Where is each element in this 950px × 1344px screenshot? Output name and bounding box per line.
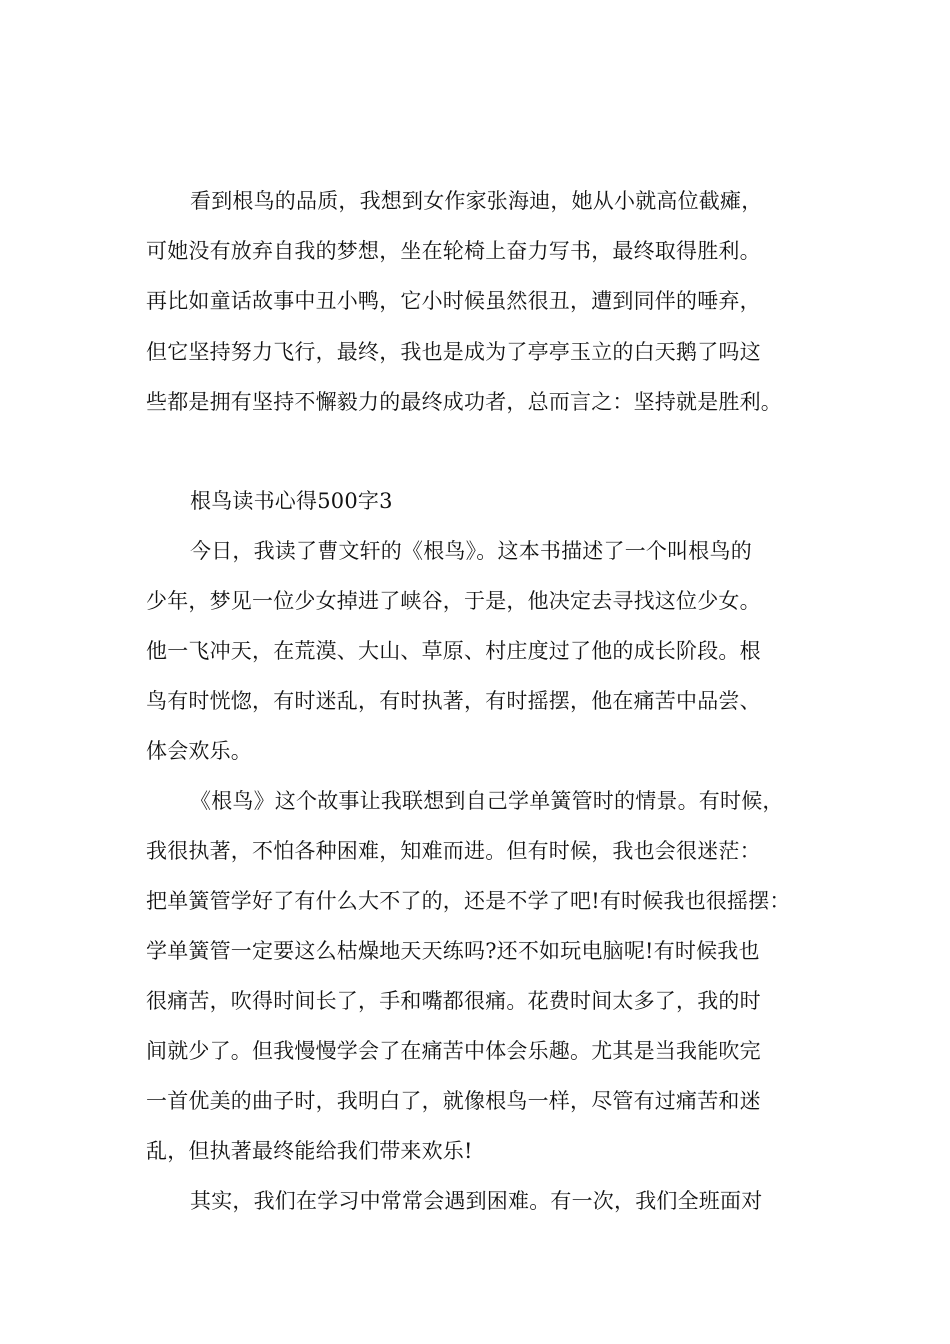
paragraph3-line-6: 间就少了。但我慢慢学会了在痛苦中体会乐趣。尤其是当我能吹完 — [146, 1039, 761, 1063]
paragraph1-line-5: 些都是拥有坚持不懈毅力的最终成功者，总而言之：坚持就是胜利。 — [146, 390, 782, 414]
section-heading: 根鸟读书心得500字3 — [190, 489, 393, 513]
paragraph3-line-4: 学单簧管一定要这么枯燥地天天练吗?还不如玩电脑呢!有时候我也 — [146, 939, 760, 963]
paragraph2-line-3: 他一飞冲天，在荒漠、大山、草原、村庄度过了他的成长阶段。根 — [146, 639, 761, 663]
paragraph2-line-4: 鸟有时恍惚，有时迷乱，有时执著，有时摇摆，他在痛苦中品尝、 — [146, 689, 761, 713]
paragraph1-line-1: 看到根鸟的品质，我想到女作家张海迪，她从小就高位截瘫， — [190, 189, 763, 213]
paragraph1-line-3: 再比如童话故事中丑小鸭，它小时候虽然很丑，遭到同伴的唾弃， — [146, 289, 761, 313]
paragraph2-line-5: 体会欢乐。 — [146, 739, 252, 763]
paragraph2-line-1: 今日，我读了曹文轩的《根鸟》。这本书描述了一个叫根鸟的 — [190, 539, 752, 563]
paragraph3-line-2: 我很执著，不怕各种困难，知难而进。但有时候，我也会很迷茫： — [146, 839, 761, 863]
paragraph4-line-1: 其实，我们在学习中常常会遇到困难。有一次，我们全班面对 — [190, 1189, 763, 1213]
paragraph3-line-8: 乱，但执著最终能给我们带来欢乐! — [146, 1139, 473, 1163]
paragraph3-line-7: 一首优美的曲子时，我明白了，就像根鸟一样，尽管有过痛苦和迷 — [146, 1089, 761, 1113]
paragraph2-line-2: 少年，梦见一位少女掉进了峡谷，于是，他决定去寻找这位少女。 — [146, 589, 761, 613]
paragraph1-line-2: 可她没有放弃自我的梦想，坐在轮椅上奋力写书，最终取得胜利。 — [146, 239, 761, 263]
paragraph1-line-4: 但它坚持努力飞行，最终，我也是成为了亭亭玉立的白天鹅了吗这 — [146, 340, 761, 364]
paragraph3-line-3: 把单簧管学好了有什么大不了的，还是不学了吧!有时候我也很摇摆： — [146, 889, 791, 913]
paragraph3-line-5: 很痛苦，吹得时间长了，手和嘴都很痛。花费时间太多了，我的时 — [146, 989, 761, 1013]
paragraph3-line-1: 《根鸟》这个故事让我联想到自己学单簧管时的情景。有时候， — [190, 789, 784, 813]
